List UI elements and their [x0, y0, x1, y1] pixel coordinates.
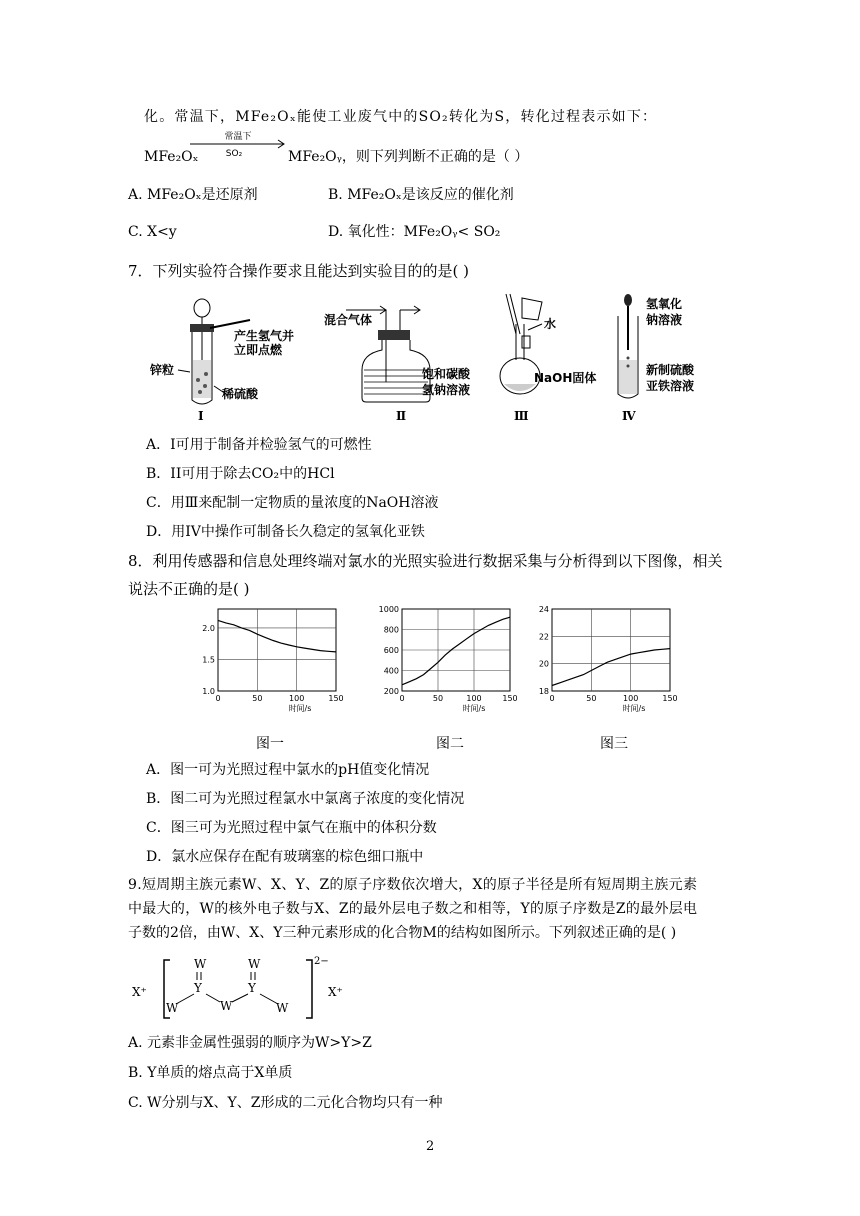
q8-option-d: D．氯水应保存在配有玻璃塞的棕色细口瓶中: [146, 849, 424, 865]
q9-option-b: B. Y单质的熔点高于X单质: [128, 1065, 293, 1081]
chart-3-x-tick: 0: [549, 694, 555, 703]
chart-2-y-tick: 200: [383, 687, 399, 696]
label-naoh-sol-1: 氢氧化: [646, 297, 683, 311]
chart-3-y-tick: 18: [538, 687, 549, 696]
chart-2-y-tick: 800: [383, 625, 399, 635]
apparatus-3: [500, 294, 596, 423]
chart-3-series-line: [552, 649, 670, 686]
label-naoh-sol-2: 钠溶液: [646, 313, 683, 327]
q8-option-b: B．图二可为光照过程氯水中氯离子浓度的变化情况: [146, 791, 465, 807]
chart-1-y-tick: 1.0: [202, 687, 215, 696]
q9-structure: [128, 950, 378, 1028]
q6-reactant: MFe₂Oₓ: [144, 149, 199, 165]
chart-3-x-tick: 50: [586, 694, 597, 703]
label-nahco3-2: 氢钠溶液: [422, 383, 471, 397]
chart-1-x-tick: 100: [289, 694, 305, 703]
reaction-arrow: [190, 128, 286, 160]
label-I: Ⅰ: [198, 409, 204, 423]
q8-option-a: A．图一可为光照过程中氯水的pH值变化情况: [146, 762, 430, 778]
label-feso4-2: 亚铁溶液: [646, 379, 695, 393]
chart-2-x-tick: 50: [432, 694, 444, 703]
chart-3-y-tick: 22: [538, 632, 549, 642]
page-number: 2: [426, 1139, 435, 1154]
atom-w: W: [248, 957, 261, 971]
label-IV: Ⅳ: [622, 409, 636, 423]
chart-2-caption: 图二: [436, 736, 464, 752]
chart-3-x-tick: 150: [662, 694, 678, 703]
chart-1-x-axis-label: 时间/s: [288, 704, 312, 713]
atom-w: W: [166, 1001, 179, 1015]
label-II: Ⅱ: [396, 409, 407, 423]
chart-2-series-line: [402, 617, 510, 685]
q9-stem-2: 中最大的，W的核外电子数与X、Z的最外层电子数之和相等，Y的原子序数是Z的最外层电: [128, 901, 698, 917]
label-h2-2: 立即点燃: [234, 343, 283, 357]
chart-1-caption: 图一: [256, 736, 284, 752]
chart-1-x-tick: 0: [215, 694, 221, 703]
q8-charts: [196, 605, 716, 730]
q9-option-a: A. 元素非金属性强弱的顺序为W>Y>Z: [128, 1035, 372, 1051]
arrow-top-label: 常温下: [224, 132, 252, 142]
chart-2-x-tick: 0: [399, 694, 405, 703]
chart-1-x-tick: 50: [252, 694, 263, 703]
label-naoh-solid: NaOH固体: [534, 371, 597, 385]
chart-3-y-tick: 20: [538, 659, 549, 669]
chart-3-x-tick: 100: [623, 694, 639, 703]
q6-product: MFe₂Oᵧ，则下列判断不正确的是（ ）: [288, 149, 529, 165]
q9-stem-3: 子数的2倍，由W、X、Y三种元素形成的化合物M的结构如图所示。下列叙述正确的是( ): [128, 925, 677, 941]
q8-stem-2: 说法不正确的是( ): [128, 580, 250, 598]
apparatus-1: [150, 299, 294, 423]
q6-option-a: A. MFe₂Oₓ是还原剂: [128, 187, 258, 203]
chart-2-y-tick: 1000: [378, 605, 399, 614]
atom-w: W: [194, 957, 207, 971]
chart-1-x-tick: 150: [328, 694, 344, 703]
q7-option-a: A．I可用于制备并检验氢气的可燃性: [146, 437, 372, 453]
chart-2-y-tick: 400: [383, 666, 399, 676]
chart-3-caption: 图三: [600, 736, 628, 752]
cation-right: X⁺: [328, 985, 343, 999]
label-feso4-1: 新制硫酸: [646, 363, 695, 377]
q7-option-b: B．II可用于除去CO₂中的HCl: [146, 466, 335, 482]
q8-option-c: C．图三可为光照过程中氯气在瓶中的体积分数: [146, 820, 437, 836]
q7-apparatus-figure: [150, 290, 710, 430]
chart-2-x-axis-label: 时间/s: [462, 704, 486, 713]
chart-3-y-tick: 24: [538, 605, 549, 614]
q9-option-c: C. W分别与X、Y、Z形成的二元化合物均只有一种: [128, 1095, 443, 1111]
chart-2-x-tick: 150: [502, 694, 518, 703]
chart-2-x-tick: 100: [466, 694, 482, 703]
apparatus-2: [324, 306, 471, 423]
label-mixgas: 混合气体: [324, 313, 373, 327]
chart-3-x-axis-label: 时间/s: [622, 704, 646, 713]
q9-stem-1: 9.短周期主族元素W、X、Y、Z的原子序数依次增大，X的原子半径是所有短周期主族元素: [128, 877, 698, 893]
q6-line1: 化。常温下，MFe₂Oₓ能使工业废气中的SO₂转化为S，转化过程表示如下：: [144, 109, 658, 125]
q8-stem-1: 8．利用传感器和信息处理终端对氯水的光照实验进行数据采集与分析得到以下图像，相关: [128, 552, 723, 570]
apparatus-4: [618, 294, 695, 423]
atom-w: W: [276, 1001, 289, 1015]
arrow-bottom-label: SO₂: [225, 149, 243, 159]
chart-2-y-tick: 600: [383, 646, 399, 655]
label-acid: 稀硫酸: [222, 387, 259, 401]
cation-left: X⁺: [132, 985, 147, 999]
label-water: 水: [544, 317, 557, 331]
label-III: Ⅲ: [514, 409, 529, 423]
label-zinc: 锌粒: [150, 363, 175, 377]
atom-y: Y: [194, 981, 202, 995]
label-h2-1: 产生氢气并: [234, 329, 295, 343]
anion-charge: 2−: [314, 956, 329, 967]
q7-option-d: D．用IV中操作可制备长久稳定的氢氧化亚铁: [146, 524, 425, 540]
chart-1-series-line: [218, 620, 336, 652]
q7-stem: 7．下列实验符合操作要求且能达到实验目的的是( ): [128, 262, 470, 280]
label-nahco3-1: 饱和碳酸: [422, 367, 471, 381]
q7-option-c: C．用Ⅲ来配制一定物质的量浓度的NaOH溶液: [146, 495, 439, 511]
q6-option-d: D. 氧化性：MFe₂Oᵧ< SO₂: [328, 224, 501, 240]
chart-1-y-tick: 1.5: [202, 655, 215, 665]
atom-y: Y: [248, 981, 256, 995]
atom-w: W: [220, 999, 233, 1013]
q6-option-b: B. MFe₂Oₓ是该反应的催化剂: [328, 187, 514, 203]
chart-1-y-tick: 2.0: [202, 623, 215, 633]
q6-option-c: C. X<y: [128, 224, 177, 240]
